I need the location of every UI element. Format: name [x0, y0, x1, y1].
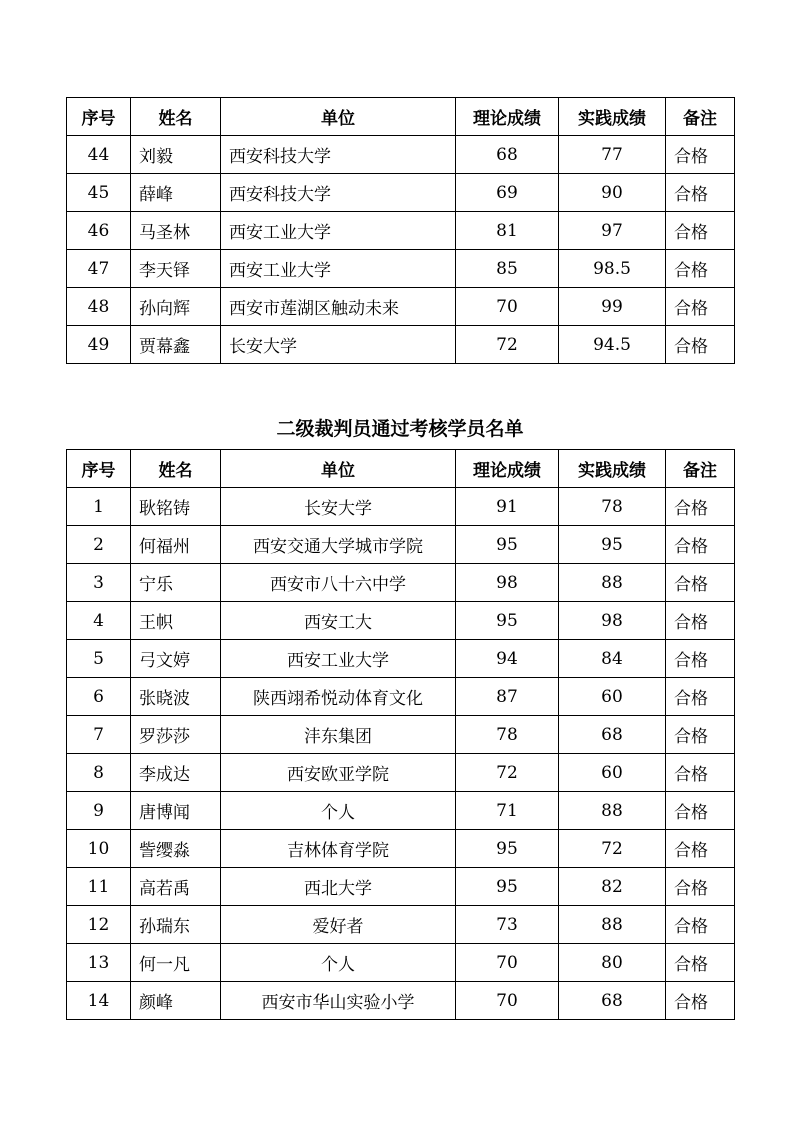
- cell-index: 49: [67, 326, 131, 364]
- cell-unit: 西安科技大学: [221, 174, 456, 212]
- cell-name: 张晓波: [131, 678, 221, 716]
- cell-practice-score: 60: [559, 754, 666, 792]
- cell-index: 4: [67, 602, 131, 640]
- cell-remark: 合格: [666, 288, 735, 326]
- cell-remark: 合格: [666, 944, 735, 982]
- cell-theory-score: 91: [456, 488, 559, 526]
- cell-theory-score: 95: [456, 868, 559, 906]
- cell-unit: 陕西翊希悦动体育文化: [221, 678, 456, 716]
- cell-theory-score: 70: [456, 982, 559, 1020]
- cell-remark: 合格: [666, 982, 735, 1020]
- cell-name: 马圣林: [131, 212, 221, 250]
- cell-practice-score: 78: [559, 488, 666, 526]
- table-2-body: [67, 488, 735, 1020]
- cell-unit: 爱好者: [221, 906, 456, 944]
- cell-name: 贾幕鑫: [131, 326, 221, 364]
- cell-index: 1: [67, 488, 131, 526]
- table-row: [67, 250, 735, 288]
- cell-remark: 合格: [666, 792, 735, 830]
- header-name: 姓名: [131, 98, 221, 136]
- cell-remark: 合格: [666, 174, 735, 212]
- header-practice-score: 实践成绩: [559, 98, 666, 136]
- header-theory-score: 理论成绩: [456, 450, 559, 488]
- cell-index: 8: [67, 754, 131, 792]
- table-row: [67, 288, 735, 326]
- cell-theory-score: 69: [456, 174, 559, 212]
- cell-index: 46: [67, 212, 131, 250]
- cell-remark: 合格: [666, 326, 735, 364]
- cell-theory-score: 87: [456, 678, 559, 716]
- cell-practice-score: 99: [559, 288, 666, 326]
- cell-name: 孙瑞东: [131, 906, 221, 944]
- table-row: [67, 602, 735, 640]
- cell-index: 45: [67, 174, 131, 212]
- cell-name: 高若禹: [131, 868, 221, 906]
- cell-name: 刘毅: [131, 136, 221, 174]
- cell-remark: 合格: [666, 250, 735, 288]
- table-row: [67, 564, 735, 602]
- cell-practice-score: 95: [559, 526, 666, 564]
- cell-theory-score: 81: [456, 212, 559, 250]
- cell-name: 李成达: [131, 754, 221, 792]
- header-practice-score: 实践成绩: [559, 450, 666, 488]
- cell-index: 2: [67, 526, 131, 564]
- header-unit: 单位: [221, 450, 456, 488]
- cell-index: 10: [67, 830, 131, 868]
- table-header-row: [67, 450, 735, 488]
- cell-theory-score: 72: [456, 326, 559, 364]
- cell-practice-score: 68: [559, 716, 666, 754]
- table-row: [67, 326, 735, 364]
- cell-practice-score: 80: [559, 944, 666, 982]
- cell-name: 宁乐: [131, 564, 221, 602]
- table-row: [67, 982, 735, 1020]
- results-table-1: [66, 97, 735, 364]
- cell-unit: 长安大学: [221, 488, 456, 526]
- header-index: 序号: [67, 450, 131, 488]
- cell-theory-score: 94: [456, 640, 559, 678]
- cell-theory-score: 95: [456, 830, 559, 868]
- cell-index: 6: [67, 678, 131, 716]
- cell-theory-score: 95: [456, 602, 559, 640]
- cell-theory-score: 70: [456, 288, 559, 326]
- cell-unit: 西安交通大学城市学院: [221, 526, 456, 564]
- results-table-2: [66, 449, 735, 1020]
- cell-name: 颜峰: [131, 982, 221, 1020]
- cell-name: 耿铭铸: [131, 488, 221, 526]
- cell-index: 3: [67, 564, 131, 602]
- cell-unit: 长安大学: [221, 326, 456, 364]
- table-row: [67, 830, 735, 868]
- table-row: [67, 716, 735, 754]
- table-row: [67, 678, 735, 716]
- header-remark: 备注: [666, 450, 735, 488]
- cell-name: 訾缨淼: [131, 830, 221, 868]
- table-row: [67, 754, 735, 792]
- cell-unit: 西安工业大学: [221, 212, 456, 250]
- table-row: [67, 944, 735, 982]
- cell-theory-score: 78: [456, 716, 559, 754]
- table-1-body: [67, 136, 735, 364]
- section-title: 二级裁判员通过考核学员名单: [276, 418, 524, 440]
- cell-theory-score: 68: [456, 136, 559, 174]
- cell-practice-score: 82: [559, 868, 666, 906]
- cell-practice-score: 88: [559, 906, 666, 944]
- header-theory-score: 理论成绩: [456, 98, 559, 136]
- cell-practice-score: 72: [559, 830, 666, 868]
- table-row: [67, 488, 735, 526]
- cell-remark: 合格: [666, 678, 735, 716]
- cell-unit: 西安工业大学: [221, 640, 456, 678]
- cell-unit: 西安市莲湖区触动未来: [221, 288, 456, 326]
- cell-name: 孙向辉: [131, 288, 221, 326]
- table-row: [67, 526, 735, 564]
- table-row: [67, 868, 735, 906]
- cell-remark: 合格: [666, 212, 735, 250]
- cell-index: 7: [67, 716, 131, 754]
- table-header-row: [67, 98, 735, 136]
- cell-index: 14: [67, 982, 131, 1020]
- cell-theory-score: 72: [456, 754, 559, 792]
- cell-name: 何福州: [131, 526, 221, 564]
- cell-theory-score: 73: [456, 906, 559, 944]
- cell-remark: 合格: [666, 716, 735, 754]
- cell-practice-score: 97: [559, 212, 666, 250]
- cell-theory-score: 71: [456, 792, 559, 830]
- cell-practice-score: 77: [559, 136, 666, 174]
- table-row: [67, 640, 735, 678]
- cell-practice-score: 84: [559, 640, 666, 678]
- cell-theory-score: 98: [456, 564, 559, 602]
- cell-remark: 合格: [666, 136, 735, 174]
- cell-remark: 合格: [666, 526, 735, 564]
- cell-practice-score: 88: [559, 564, 666, 602]
- cell-remark: 合格: [666, 830, 735, 868]
- cell-practice-score: 94.5: [559, 326, 666, 364]
- cell-name: 唐博闻: [131, 792, 221, 830]
- cell-unit: 西安市华山实验小学: [221, 982, 456, 1020]
- table-row: [67, 212, 735, 250]
- cell-name: 李天铎: [131, 250, 221, 288]
- cell-theory-score: 70: [456, 944, 559, 982]
- cell-index: 13: [67, 944, 131, 982]
- cell-name: 薛峰: [131, 174, 221, 212]
- cell-remark: 合格: [666, 640, 735, 678]
- cell-remark: 合格: [666, 488, 735, 526]
- cell-unit: 个人: [221, 944, 456, 982]
- cell-index: 5: [67, 640, 131, 678]
- cell-unit: 西安欧亚学院: [221, 754, 456, 792]
- cell-index: 47: [67, 250, 131, 288]
- cell-index: 44: [67, 136, 131, 174]
- cell-index: 12: [67, 906, 131, 944]
- cell-name: 罗莎莎: [131, 716, 221, 754]
- cell-practice-score: 90: [559, 174, 666, 212]
- header-name: 姓名: [131, 450, 221, 488]
- cell-theory-score: 85: [456, 250, 559, 288]
- cell-practice-score: 68: [559, 982, 666, 1020]
- cell-theory-score: 95: [456, 526, 559, 564]
- cell-unit: 西安工业大学: [221, 250, 456, 288]
- cell-name: 何一凡: [131, 944, 221, 982]
- cell-unit: 个人: [221, 792, 456, 830]
- cell-index: 9: [67, 792, 131, 830]
- header-unit: 单位: [221, 98, 456, 136]
- cell-unit: 沣东集团: [221, 716, 456, 754]
- cell-unit: 吉林体育学院: [221, 830, 456, 868]
- cell-index: 48: [67, 288, 131, 326]
- cell-unit: 西安工大: [221, 602, 456, 640]
- cell-remark: 合格: [666, 754, 735, 792]
- cell-remark: 合格: [666, 564, 735, 602]
- cell-name: 弓文婷: [131, 640, 221, 678]
- table-row: [67, 174, 735, 212]
- cell-unit: 西安市八十六中学: [221, 564, 456, 602]
- header-remark: 备注: [666, 98, 735, 136]
- cell-remark: 合格: [666, 602, 735, 640]
- cell-name: 王帜: [131, 602, 221, 640]
- cell-practice-score: 88: [559, 792, 666, 830]
- cell-index: 11: [67, 868, 131, 906]
- header-index: 序号: [67, 98, 131, 136]
- table-row: [67, 136, 735, 174]
- cell-practice-score: 60: [559, 678, 666, 716]
- cell-practice-score: 98.5: [559, 250, 666, 288]
- cell-practice-score: 98: [559, 602, 666, 640]
- cell-unit: 西北大学: [221, 868, 456, 906]
- cell-remark: 合格: [666, 868, 735, 906]
- table-row: [67, 906, 735, 944]
- cell-remark: 合格: [666, 906, 735, 944]
- table-row: [67, 792, 735, 830]
- cell-unit: 西安科技大学: [221, 136, 456, 174]
